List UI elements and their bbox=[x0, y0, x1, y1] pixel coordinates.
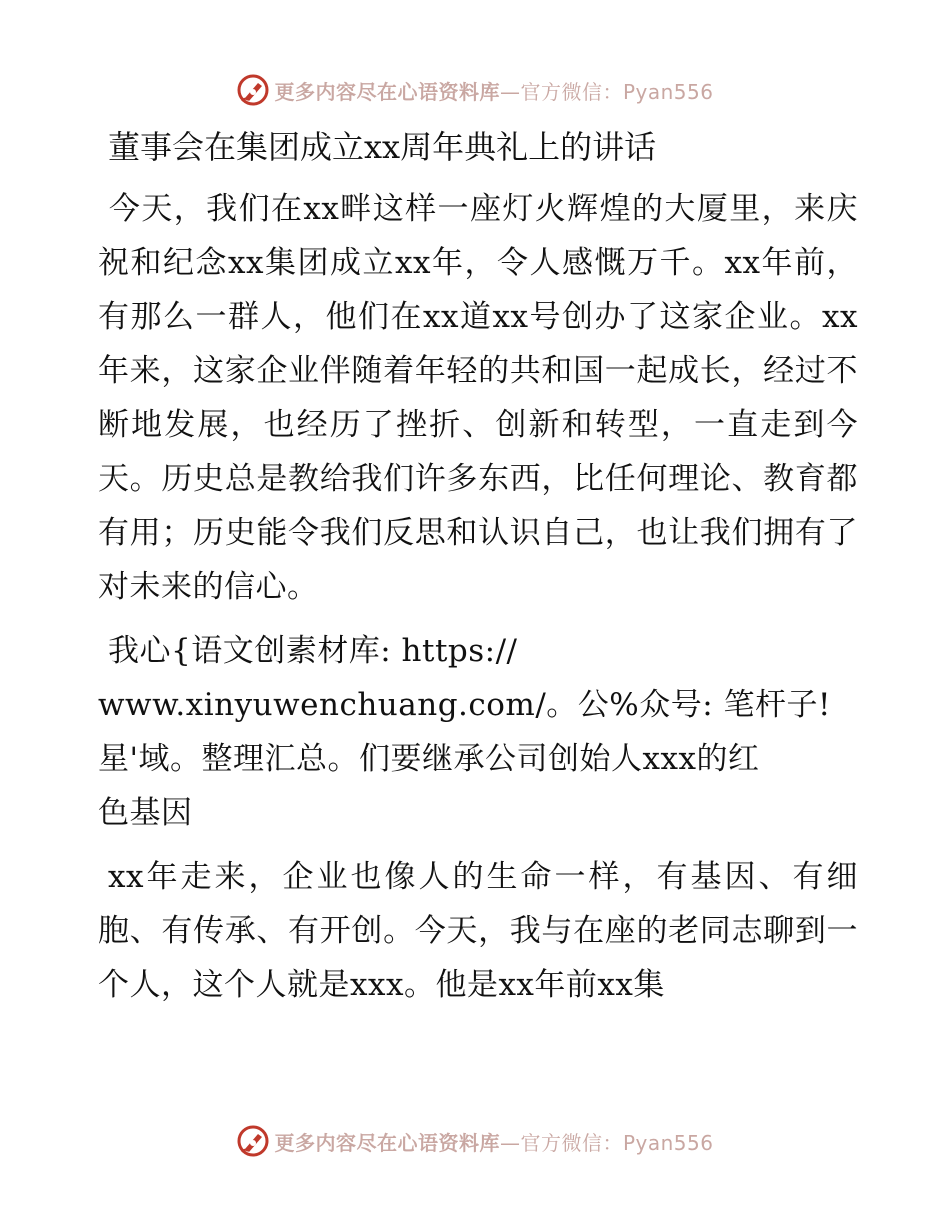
header-banner bbox=[0, 70, 950, 110]
header-banner-content bbox=[236, 73, 713, 107]
paragraph-2-line: www.xinyuwenchuang.com/。公%众号: 笔杆子! bbox=[98, 687, 831, 723]
banner-separator: — bbox=[499, 1130, 521, 1155]
banner-main-text: 更多内容尽在心语资料库 bbox=[274, 1130, 500, 1155]
paragraph-2-line: 色基因 bbox=[98, 795, 193, 831]
banner-text bbox=[274, 1127, 713, 1156]
document-body bbox=[98, 120, 858, 1022]
banner-main-text: 更多内容尽在心语资料库 bbox=[274, 79, 500, 104]
banner-separator: — bbox=[499, 79, 521, 104]
paragraph-3-text: xx年走来，企业也像人的生命一样，有基因、有细胞、有传承、有开创。今天，我与在座的老同志聊到一个人，这个人就是xxx。他是xx年前xx集 bbox=[98, 859, 858, 1003]
paragraph-2-line-text: 我心{语文创素材库: https:// bbox=[108, 633, 518, 669]
footer-banner bbox=[0, 1121, 950, 1161]
paragraph-3 bbox=[98, 850, 858, 1012]
paragraph-1-text: 今天，我们在xx畔这样一座灯火辉煌的大厦里，来庆祝和纪念xx集团成立xx年，令人感慨万千。xx年前，有那么一群人，他们在xx道xx号创办了这家企业。xx年来，这家企业伴随着年轻的共和国一起成长，经过不断地发展，也经历了挫折、创新和转型，一直走到今天。历史总是教给我们许多东西，比任何理论、教育都有用；历史能令我们反思和认识自己，也让我们拥有了对未来的信心。 bbox=[98, 191, 858, 605]
document-title: 董事会在集团成立xx周年典礼上的讲话 bbox=[108, 128, 657, 166]
paragraph-2 bbox=[98, 624, 858, 840]
paragraph-2-line bbox=[98, 624, 858, 678]
banner-wechat-text: 官方微信：Pyan556 bbox=[520, 79, 714, 104]
banner-wechat-text: 官方微信：Pyan556 bbox=[520, 1130, 714, 1155]
paragraph-1 bbox=[98, 182, 858, 614]
pen-logo-icon bbox=[236, 73, 270, 107]
banner-text bbox=[274, 76, 713, 105]
paragraph-2-line: 星'域。整理汇总。们要继承公司创始人xxx的红 bbox=[98, 741, 760, 777]
pen-logo-icon bbox=[236, 1124, 270, 1158]
footer-banner-content bbox=[236, 1124, 713, 1158]
